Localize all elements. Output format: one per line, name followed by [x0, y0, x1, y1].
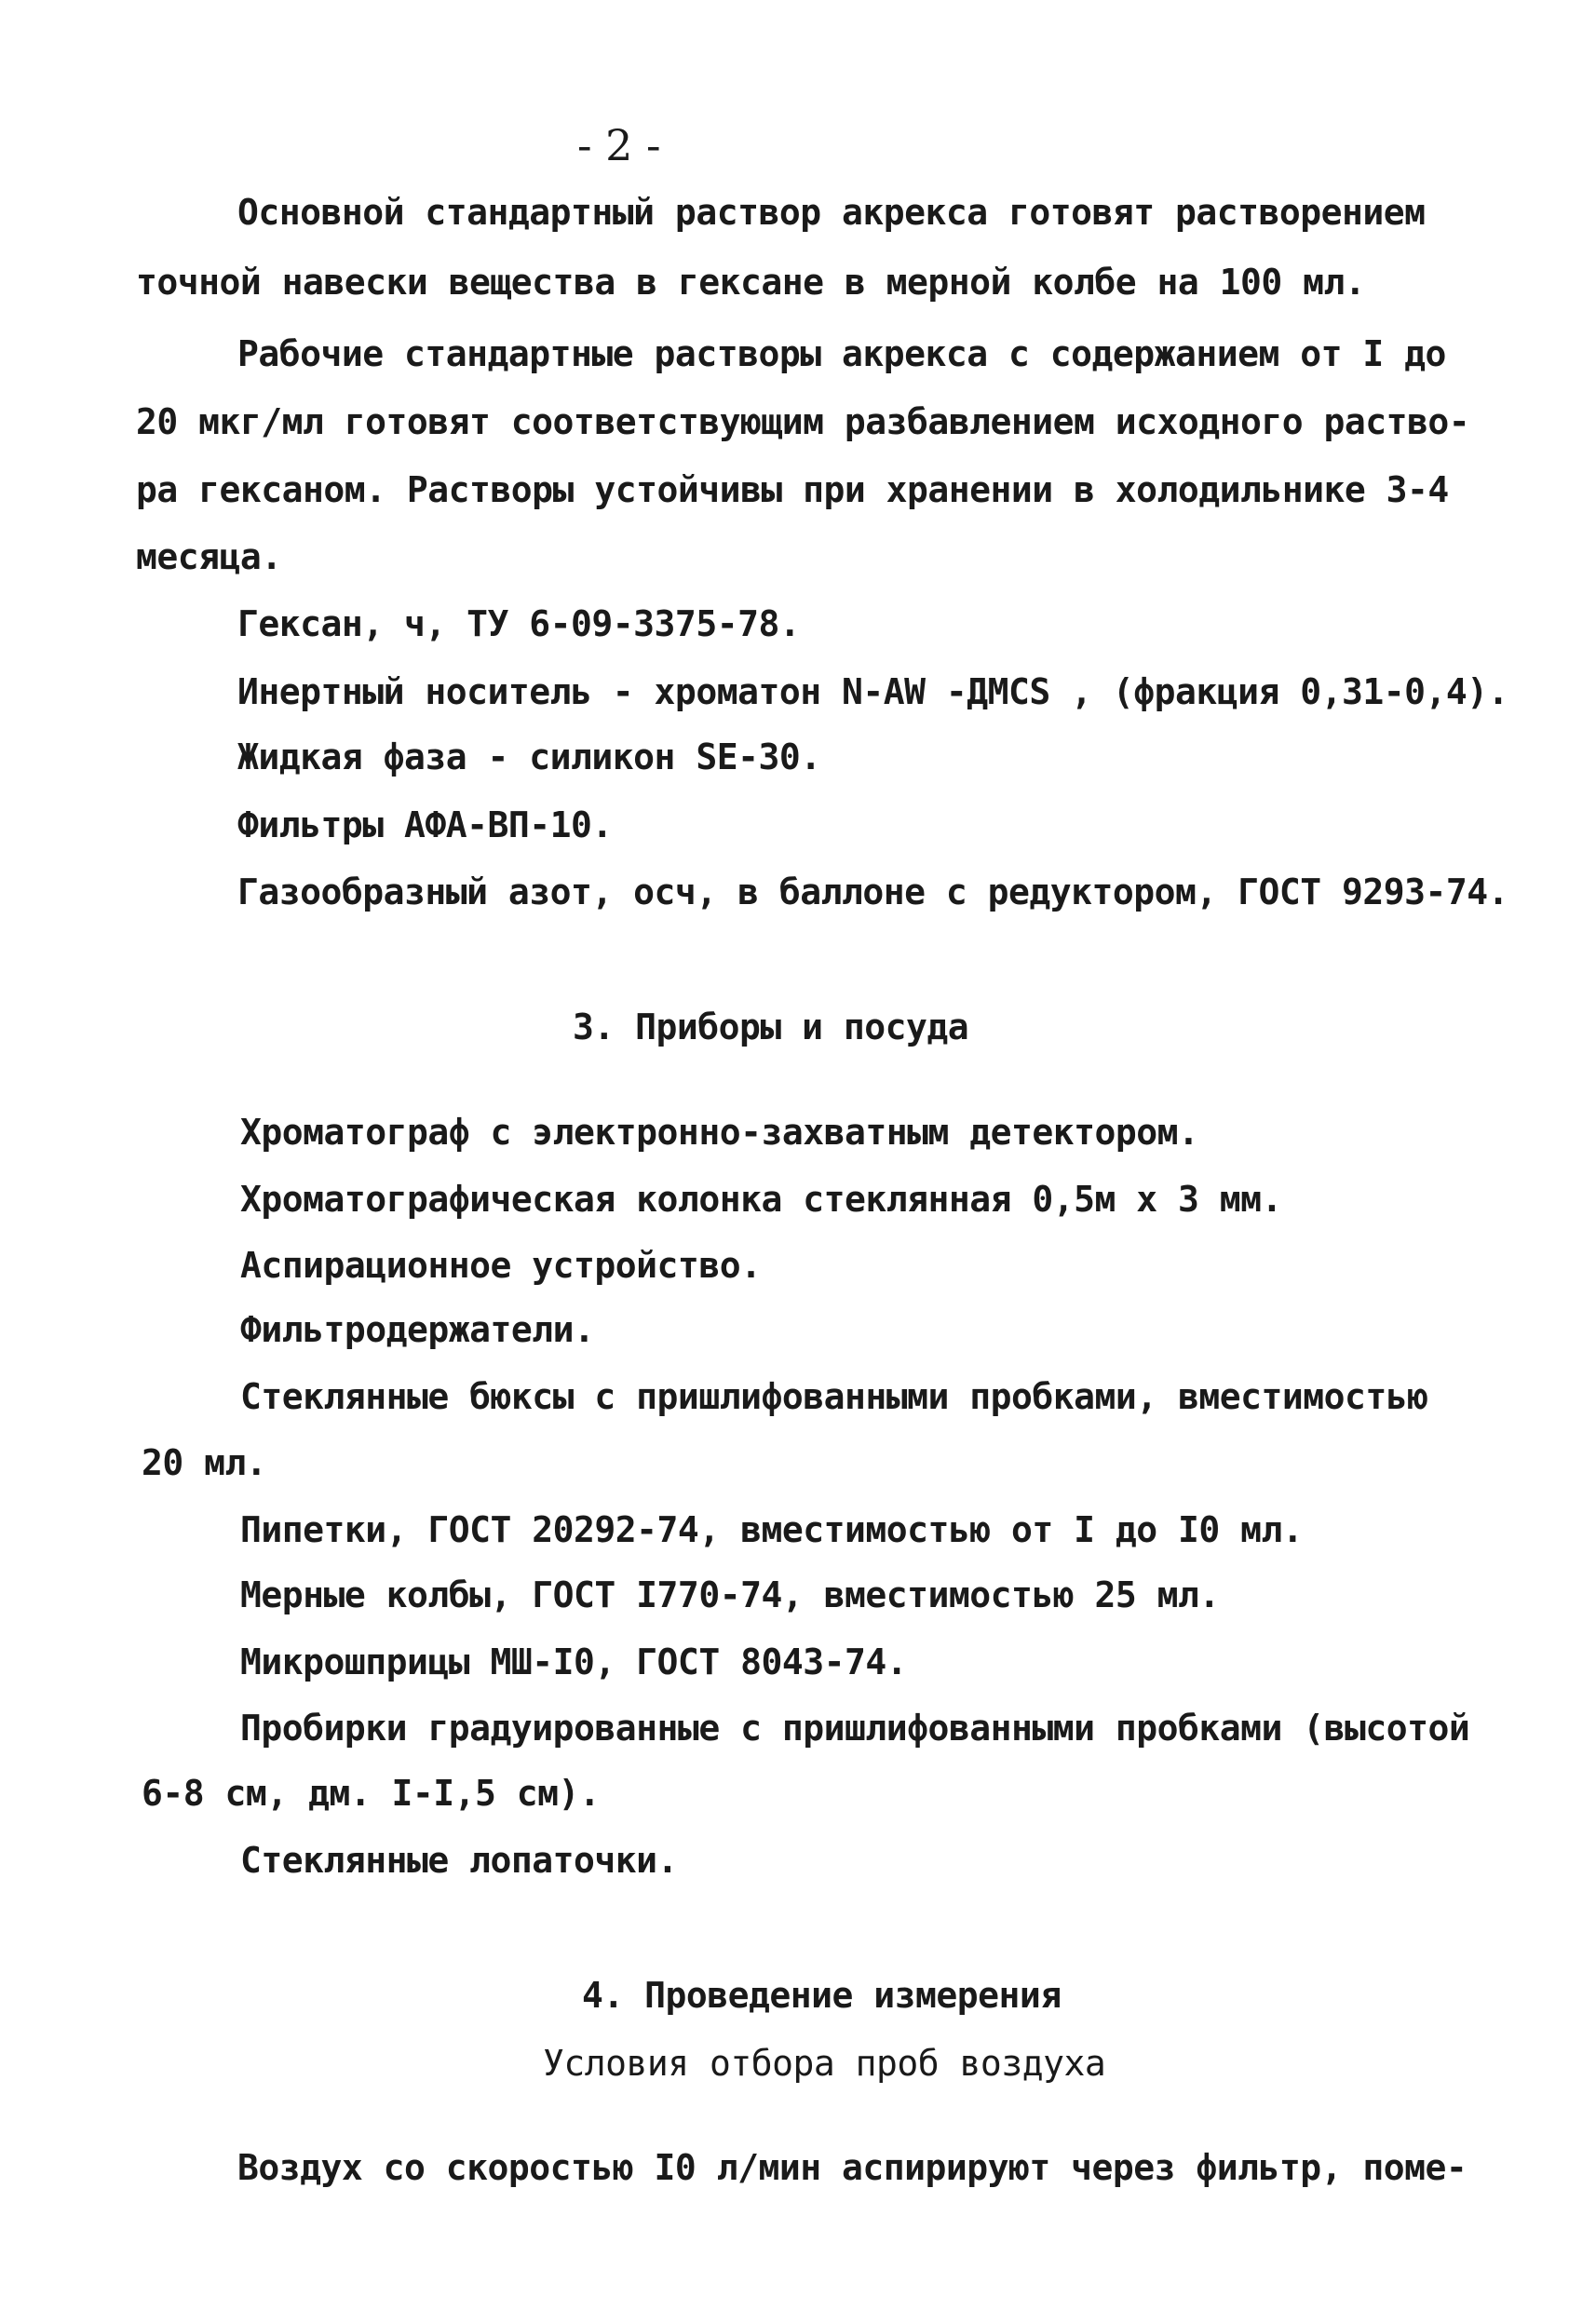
text-line: Основной стандартный раствор акрекса готовят растворением: [237, 192, 1426, 233]
text-line: месяца.: [136, 536, 282, 577]
equipment-line: Мерные колбы, ГОСТ I770-74, вместимостью 25 мл.: [240, 1574, 1220, 1615]
equipment-line: Аспирационное устройство.: [240, 1245, 762, 1286]
reagent-line: Гексан, ч, ТУ 6-09-3375-78.: [237, 603, 801, 644]
text-line: ра гексаном. Растворы устойчивы при хранении в холодильнике 3-4: [136, 469, 1449, 510]
text-line: Рабочие стандартные растворы акрекса с содержанием от I до: [237, 333, 1446, 374]
reagent-line: Жидкая фаза - силикон SE-30.: [237, 736, 821, 777]
section-subheading: Условия отбора проб воздуха: [543, 2043, 1106, 2084]
equipment-line: 6-8 см, дм. I-I,5 см).: [142, 1773, 601, 1814]
equipment-line: Стеклянные лопаточки.: [240, 1840, 678, 1881]
equipment-line: 20 мл.: [142, 1442, 267, 1483]
section-heading: 4. Проведение измерения: [582, 1975, 1062, 2016]
section-heading: 3. Приборы и посуда: [573, 1006, 969, 1047]
page-number: - 2 -: [577, 120, 661, 170]
equipment-line: Хроматограф с электронно-захватным детектором.: [240, 1112, 1199, 1153]
equipment-line: Фильтродержатели.: [240, 1309, 595, 1350]
equipment-line: Стеклянные бюксы с пришлифованными пробками, вместимостью: [240, 1376, 1428, 1417]
text-line: Воздух со скоростью I0 л/мин аспирируют через фильтр, поме-: [237, 2147, 1468, 2188]
reagent-line: Фильтры АФА-ВП-10.: [237, 804, 613, 845]
equipment-line: Хроматографическая колонка стеклянная 0,5м х 3 мм.: [240, 1179, 1282, 1220]
equipment-line: Пипетки, ГОСТ 20292-74, вместимостью от I до I0 мл.: [240, 1509, 1304, 1550]
reagent-line: Инертный носитель - хроматон N-AW -ДМCS , (фракция 0,31-0,4).: [237, 671, 1509, 712]
reagent-line: Газообразный азот, осч, в баллоне с редуктором, ГОСТ 9293-74.: [237, 871, 1509, 912]
equipment-line: Микрошприцы МШ-I0, ГОСТ 8043-74.: [240, 1641, 908, 1682]
text-line: 20 мкг/мл готовят соответствующим разбавлением исходного раство-: [136, 401, 1470, 442]
equipment-line: Пробирки градуированные с пришлифованными пробками (высотой: [240, 1708, 1470, 1749]
text-line: точной навески вещества в гексане в мерной колбе на 100 мл.: [136, 262, 1366, 303]
